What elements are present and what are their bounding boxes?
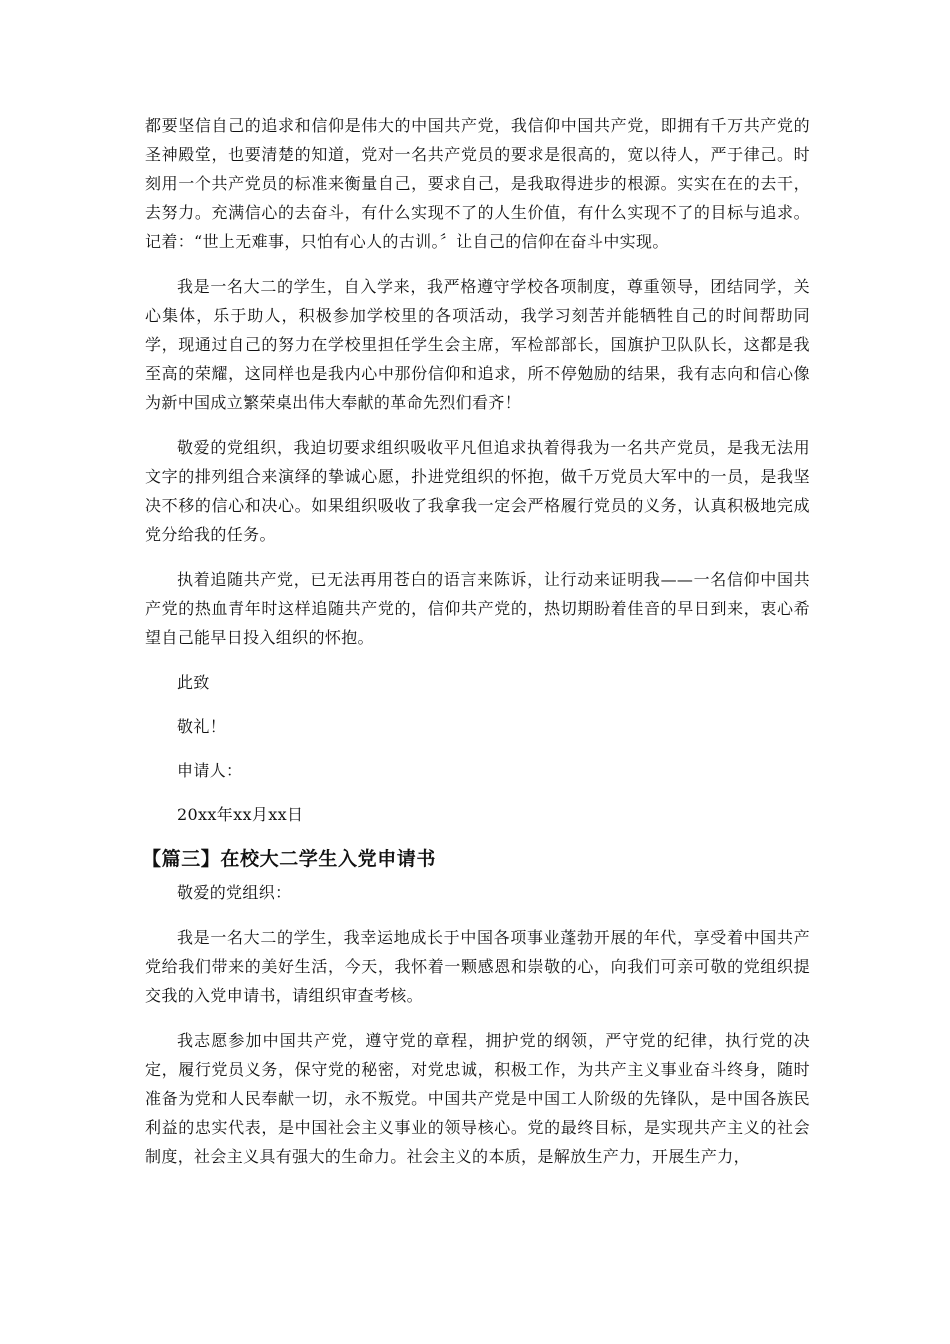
closing-to: 此致: [177, 673, 210, 692]
closing-salute: 敬礼！: [177, 717, 227, 736]
closing-applicant: 申请人：: [177, 761, 243, 780]
section-salutation: 敬爱的党组织：: [177, 883, 292, 902]
paragraph-request: 敬爱的党组织，我迫切要求组织吸收平凡但追求执着得我为一名共产党员，是我无法用文字的排列组合来演绎的挚诚心愿，扑进党组织的怀抱，做千万党员大军中的一员，是我坚决不移的信心和决心。如果组织吸收了我拿我一定会严格履行党员的义务，认真积极地完成党分给我的任务。: [145, 438, 810, 544]
section-title: 【篇三】在校大二学生入党申请书: [142, 848, 437, 870]
paragraph-commitment: 执着追随共产党，已无法再用苍白的语言来陈诉，让行动来证明我——一名信仰中国共产党的热血青年时这样追随共产党的，信仰共产党的，热切期盼着佳音的早日到来，衷心希望自己能早日投入组织的怀抱。: [145, 570, 810, 647]
paragraph-continuation: 都要坚信自己的追求和信仰是伟大的中国共产党，我信仰中国共产党，即拥有千万共产党的圣神殿堂，也要清楚的知道，党对一名共产党员的要求是很高的，宽以待人，严于律己。时刻用一个共产党员的标准来衡量自己，要求自己，是我取得进步的根源。实实在在的去干，去努力。充满信心的去奋斗，有什么实现不了的人生价值，有什么实现不了的目标与追求。记着：“世上无难事，只怕有心人的古训。〞让自己的信仰在奋斗中实现。: [145, 116, 810, 251]
paragraph-student-record: 我是一名大二的学生，自入学来，我严格遵守学校各项制度，尊重领导，团结同学，关心集体，乐于助人，积极参加学校里的各项活动，我学习刻苦并能牺牲自己的时间帮助同学，现通过自己的努力在学校里担任学生会主席，军检部部长，国旗护卫队队长，这都是我至高的荣耀，这同样也是我内心中那份信仰和追求，所不停勉励的结果，我有志向和信心像为新中国成立繁荣桌出伟大奉献的革命先烈们看齐！: [145, 277, 810, 412]
section-paragraph-pledge: 我志愿参加中国共产党，遵守党的章程，拥护党的纲领，严守党的纪律，执行党的决定，履行党员义务，保守党的秘密，对党忠诚，积极工作，为共产主义事业奋斗终身，随时准备为党和人民奉献一切，永不叛党。中国共产党是中国工人阶级的先锋队，是中国各族民利益的忠实代表，是中国社会主义事业的领导核心。党的最终目标，是实现共产主义的社会制度，社会主义具有强大的生命力。社会主义的本质，是解放生产力，开展生产力，: [145, 1031, 810, 1166]
closing-date: 20xx年xx月xx日: [177, 805, 304, 824]
section-paragraph-intro: 我是一名大二的学生，我幸运地成长于中国各项事业蓬勃开展的年代，享受着中国共产党给我们带来的美好生活，今天，我怀着一颗感恩和崇敬的心，向我们可亲可敬的党组织提交我的入党申请书，请组织审查考核。: [145, 928, 810, 1005]
document-body: [142, 111, 810, 1187]
